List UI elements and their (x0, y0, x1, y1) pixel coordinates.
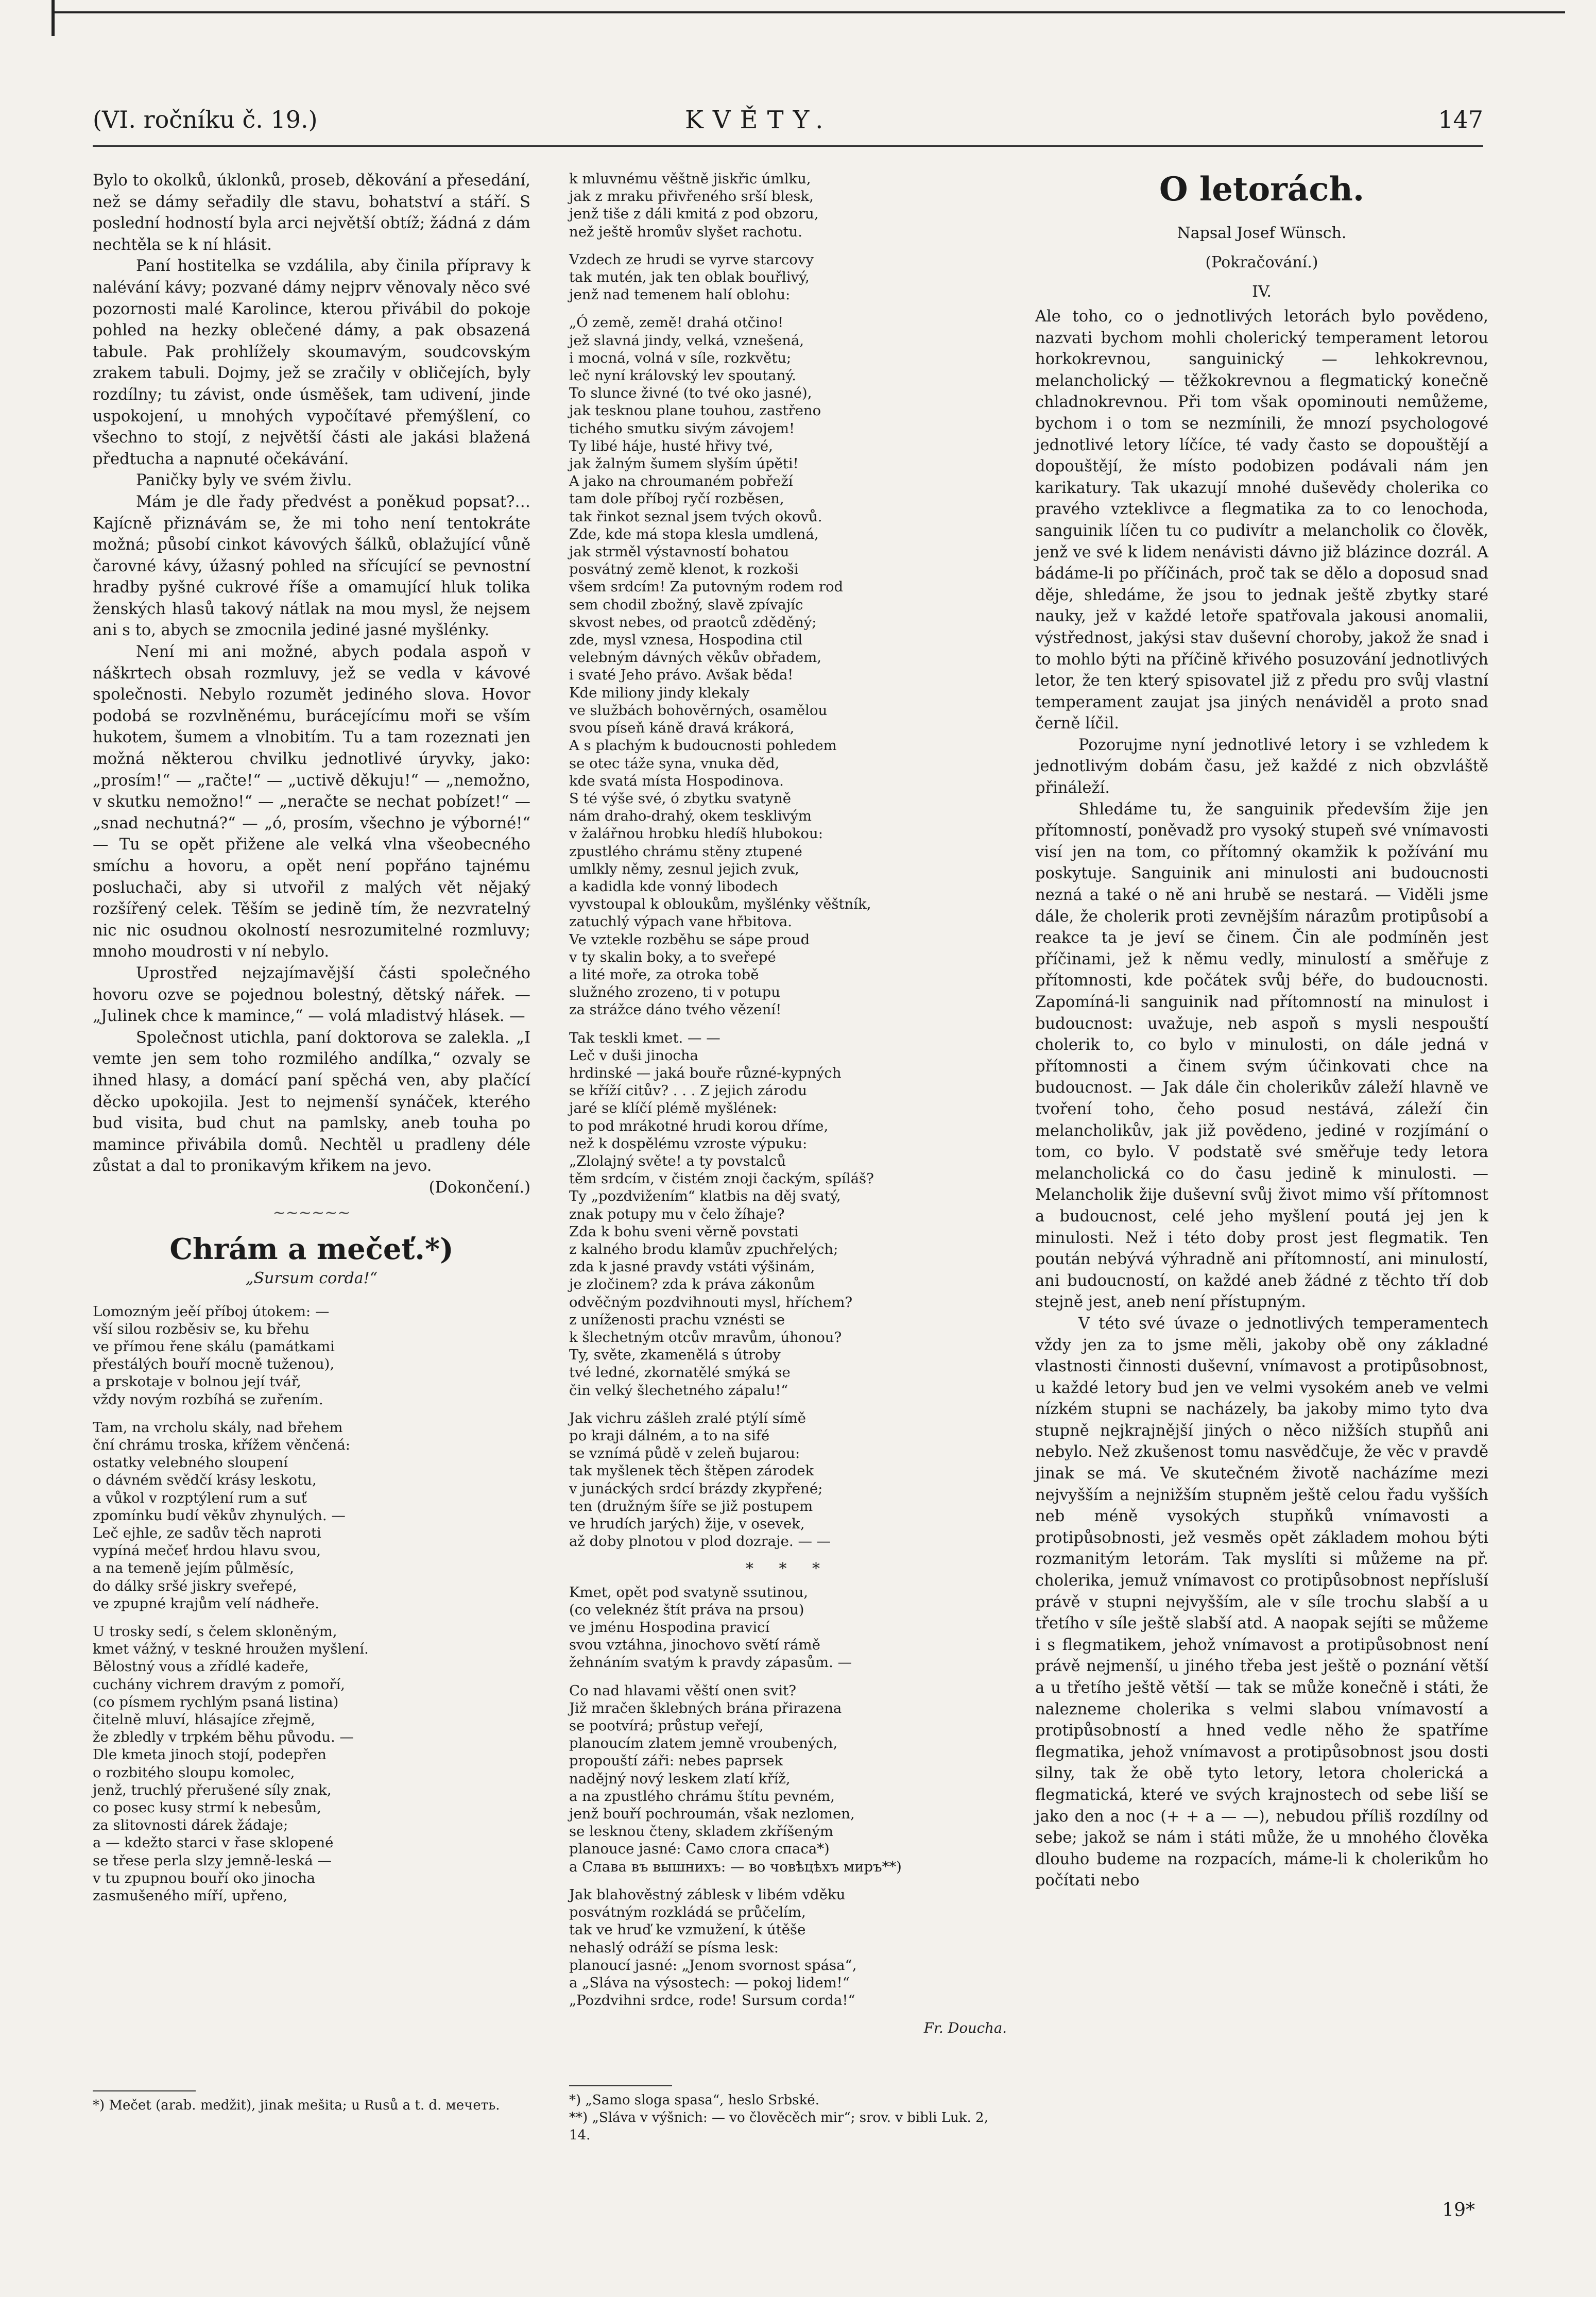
poem-line: ten (družným šíře se již postupem (569, 1498, 813, 1515)
article-title: O letorách. (1159, 170, 1365, 209)
poem-line: za slitovnosti dárek žádaje; (93, 1817, 288, 1834)
poem-line: vyvstoupal k obloukům, myšlénky věštník, (569, 896, 871, 913)
poem-line: a „Sláva na výsostech: — pokoj lidem!“ (569, 1974, 850, 1991)
poem-line: a prskotaje v bolnou její tvář, (93, 1373, 301, 1390)
poem-line: Ve vztekle rozběhu se sápe proud (569, 931, 810, 948)
poem-line: S té výše své, ó zbytku svatyně (569, 790, 791, 807)
poem-line: Leč ejhle, ze sadův těch naproti (93, 1524, 321, 1541)
paragraph: Mám je dle řady předvést a poněkud popsat?… Kajícně přiznávám se, že mi toho není tentokráte možná; působí cinkot kávových šálků, oblažující vůně čarovné kávy, úžasný pohled na sřícující se pevnostní hradby pyšné cukrové říše a omamující hluk tolika ženských hlasů takový nátlak na mou mysl, že nejsem ani s to, abych se zmocnila jediné jasné myšlénky. (93, 492, 530, 640)
footnote: *) „Samo sloga spasa“, heslo Srbské. (569, 2092, 819, 2108)
poem-line: propouští záři: nebes paprsek (569, 1752, 783, 1769)
poem-line: Ty „pozdvižením“ klatbis na děj svatý, (569, 1188, 841, 1205)
poem-line: to pod mrákotné hrudi korou dříme, (569, 1117, 829, 1134)
poem-line: v ty skalin boky, a to sveřepé (569, 948, 776, 965)
poem-line: v žalářnou hrobku hledíš hlubokou: (569, 825, 823, 842)
poem-line: čin velký šlechetného zápalu!“ (569, 1382, 788, 1399)
poem-line: jež slavná jindy, velká, vznešená, (569, 332, 804, 349)
poem-line: ve službách bohověrných, osamělou (569, 702, 828, 719)
poem-line: až doby plnotou v plod dozraje. — — (569, 1533, 831, 1550)
poem-title: Chrám a mečeť.*) (169, 1232, 454, 1266)
footnote: **) „Sláva v výšnich: — vo člověcěch mir“; srov. v bibli Luk. 2, 14. (569, 2110, 988, 2143)
poem-line: v junáckých srdcí brázdy zkypřené; (569, 1480, 823, 1497)
poem-line: tichého smutku sivým závojem! (569, 420, 795, 437)
column-1 (93, 170, 530, 1915)
poem-line: vypíná mečeť hrdou hlavu svou, (93, 1542, 321, 1559)
poem-line: a — kdežto starci v řase sklopené (93, 1834, 334, 1851)
poem-line: Zda k bohu sveni věrně povstati (569, 1223, 799, 1240)
stanza (569, 314, 1007, 1018)
poem-line: svou vztáhna, jinochovo světí rámě (569, 1637, 820, 1654)
article-body (1035, 306, 1488, 1892)
poem-line: než ještě hromův slyšet rachotu. (569, 223, 803, 240)
poem-line: přestálých bouří mocně tuženou), (93, 1356, 335, 1373)
poem-line: jak tesknou plane touhou, zastřeno (569, 402, 821, 419)
poem-line: po kraji dálném, a to na sifé (569, 1427, 770, 1444)
stanza (569, 251, 1007, 304)
stanza (569, 1409, 1007, 1551)
paragraph: Není mi ani možné, abych podala aspoň v náškrtech obsah rozmluvy, jež se vedla v kávové společnosti. Nebylo rozumět jediného slova. Hovor podobá se rozvlněnému, burácejícímu moři se vším hukotem, šumem a vlnobitím. Tu a tam rozeznati jen možná některou chvilku jednotlivé úryvky, jako: „prosím!“ — „račte!“ — „uctivě děkuju!“ — „nemožno, v skutku nemožno!“ — „neračte se nechat pobízet!“ — „snad nechutná?“ — „ó, prosím, všechno je výborné!“ — Tu se opět přižene ale velká vlna všeobecného smíchu a hovoru, a opět není popřáno tajnému posluchači, aby si utvořil z malých vět nějaký rozšířený celek. Těším se jedině tím, že nezvratelný nic nic osudnou okolností nesrozumitelné rozmluvy; mnoho moudrosti v ní nebylo. (93, 643, 530, 961)
poem-line: „Ó země, země! drahá otčino! (569, 314, 784, 331)
paragraph: Paničky byly ve svém živlu. (136, 471, 352, 490)
poem-line: planoucím zlatem jemně vroubených, (569, 1735, 838, 1752)
poem-line: je zločinem? zda k práva zákonům (569, 1276, 815, 1293)
section-divider: ~~~~~~ (272, 1203, 351, 1222)
poem-line: a vůkol v rozptýlení rum a suť (93, 1489, 307, 1506)
poem-line: Tam, na vrcholu skály, nad břehem (93, 1419, 343, 1436)
paragraph: Shledáme tu, že sanguinik především žije jen přítomností, poněvadž pro vysoký stupeň své vnímavosti visí jen na tom, co přítomný okamžik k požívání mu poskytuje. Sanguinik ani minulosti ani budoucnosti nezná a také o ně ani hrubě se nestará. — Viděli jsme dále, že cholerik proti zevnějším nárazům protipůsobí a reakce ta je jeví se činem. Čin ale podmíněn jest příčinami, jež k němu vedly, minulostí a směřuje z přítomnosti, kde počátek svůj béře, do budoucnosti. Zapomíná-li sanguinik nad přítomností na minulost i budoucnost: uvažuje, neb aspoň s mysli nespouští cholerik to, co bylo v minulosti, on dále jedná v přítomnosti a činem svým účinkovati chce na budoucnost. — Jak dále čin cholerikův záleží hlavně ve tvoření toho, čeho posud nestává, záleží čin melancholikův, jak již povědeno, jediné v rozjímání o tom, co bylo. V podstatě své směřuje tedy letora melancholická co do času jedině k minulosti. — Melancholik žije duševní svůj život mimo vší přítomnost a budoucnost, celé jeho myšlení poutá jej jen k minulosti. Než i této doby prost jest flegmatik. Ten poután nebývá výhradně ani přítomností, ani minulostí, ani budoucností, on každé aneb žádné z těchto tří dob stejně jest, aneb není přístupným. (1035, 800, 1488, 1312)
poem-line: planouce jasné: Само слога спаса*) (569, 1841, 830, 1858)
poem-line: ve zpupné krajům velí nádheře. (93, 1595, 319, 1612)
poem-line: se třese perla slzy jemně-leská — (93, 1852, 332, 1869)
poem-line: (co veleknéz štít práva na prsou) (569, 1601, 804, 1618)
poem-line: umlkly němy, zesnul jejich zvuk, (569, 860, 799, 877)
poem-line: se vznímá půdě v zeleň bujarou: (569, 1445, 800, 1462)
poem-line: jenž bouří pochroumán, však nezlomen, (569, 1806, 855, 1823)
poem-line: U trosky sedí, s čelem skloněným, (93, 1623, 337, 1640)
poem-line: a Слава въ вышнихъ: — во човѣцѣхъ миръ**) (569, 1858, 902, 1875)
poem-line: A s plachým k budoucnosti pohledem (569, 737, 837, 754)
poem-line: i mocná, volná v síle, rozkvětu; (569, 349, 792, 366)
poem-line: tvé ledné, zkornatělé smýká se (569, 1364, 791, 1381)
poem-line: v tu zpupnou bouří oko jinocha (93, 1869, 316, 1886)
footnote-area-2 (569, 2076, 1007, 2144)
poem-line: posvátný země klenot, k rozkoši (569, 561, 799, 578)
poem-line: Vzdech ze hrudi se vyrve starcovy (569, 251, 814, 268)
poem-line: Kmet, opět pod svatyně ssutinou, (569, 1584, 809, 1601)
poem-line: nám draho-drahý, okem tesklivým (569, 808, 812, 825)
poem-line: To slunce živné (to tvé oko jasné), (569, 385, 812, 402)
poem-line: Dle kmeta jinoch stojí, podepřen (93, 1746, 327, 1763)
poem-line: zde, mysl vznesa, Hospodina ctil (569, 632, 803, 649)
running-header (93, 106, 1483, 147)
poem-line: o dávném svědčí krásy leskotu, (93, 1472, 317, 1489)
poem-line: leč nyní královský lev spoutaný. (569, 367, 796, 384)
poem-line: zda k jasné pravdy vstáti výšinám, (569, 1258, 815, 1275)
poem-line: co posec kusy strmí k nebesům, (93, 1799, 321, 1816)
poem-line: a kadidla kde vonný libodech (569, 878, 778, 895)
poem-line: „Pozdvihni srdce, rode! Sursum corda!“ (569, 1992, 855, 2009)
poem-line: Bělostný vous a zřídlé kadeře, (93, 1658, 309, 1675)
header-volume: (VI. ročníku č. 19.) (93, 106, 318, 133)
poem-line: Již mračen šklebných brána přirazena (569, 1699, 842, 1716)
poem-line: Leč v duši jinocha (569, 1047, 699, 1064)
poem-line: jak žalným šumem slyším úpěti! (569, 455, 799, 472)
poem-line: ve jménu Hospodina pravicí (569, 1619, 770, 1636)
poem-line: ční chrámu troska, křížem věnčená: (93, 1436, 350, 1453)
poem-line: a na temeně jejím půlměsíc, (93, 1560, 294, 1577)
poem-line: se lesknou čteny, skladem zkříšeným (569, 1823, 833, 1840)
poem-line: jenž nad temenem halí oblohu: (569, 286, 791, 303)
poem-line: nehaslý odráží se písma lesk: (569, 1939, 779, 1956)
poem-line: zasmušeného míří, upřeno, (93, 1887, 288, 1904)
poem-line: Kde miliony jindy klekaly (569, 684, 750, 701)
section-number: IV. (1252, 283, 1272, 301)
poem-line: k mluvnému věštně jiskřic úmlku, (569, 171, 811, 187)
poem-line: ve přímou řene skálu (památkami (93, 1338, 335, 1355)
stanza (569, 1886, 1007, 2009)
poem-line: se otec táže syna, vnuka děd, (569, 755, 780, 772)
page-edge-line (52, 11, 1565, 13)
poem-line: velebným dávných věkův obřadem, (569, 649, 822, 666)
poem-line: „Zlolajný světe! a ty povstalců (569, 1152, 786, 1169)
stanza (569, 170, 1007, 241)
signature-mark: 19* (1442, 2200, 1475, 2221)
stanza (569, 1584, 1007, 1672)
poem-line: jaré se klíčí plémě myšlének: (569, 1100, 777, 1117)
header-page-number: 147 (1438, 106, 1483, 133)
header-journal-title: KVĚTY. (685, 106, 833, 134)
poem-line: ve hrudích jarých) žije, v osevek, (569, 1516, 805, 1533)
poem-line: než k dospělému vzroste výpuku: (569, 1135, 808, 1152)
poem-line: vždy novým rozbíhá se zuřením. (93, 1391, 323, 1408)
poem-line: zpomínku budí věkův zhynulých. — (93, 1507, 346, 1524)
poem-line: znak potupy mu v čelo žíhaje? (569, 1205, 785, 1222)
column-2 (569, 170, 1007, 2037)
story-continuation (93, 170, 530, 1199)
poem-body-continued (569, 170, 1007, 2037)
poem-line: Zde, kde má stopa klesla umdlená, (569, 525, 819, 542)
poem-line: že zbledly v trpkém běhu původu. — (93, 1729, 354, 1746)
poem-line: jenž, truchlý přerušené síly znak, (93, 1781, 332, 1798)
poem-line: Co nad hlavami věští onen svit? (569, 1682, 796, 1699)
poem-line: služného zrozeno, ti v potupu (569, 984, 780, 1001)
poem-line: svou píseň káně dravá krákorá, (569, 720, 795, 737)
poem-line: a na zpustlého chrámu štítu pevném, (569, 1788, 835, 1805)
poem-line: a lité moře, za otroka tobě (569, 966, 759, 983)
poem-line: za strážce dáno tvého vězení! (569, 1001, 782, 1018)
poem-line: tak mutén, jak ten oblak bouřlivý, (569, 269, 810, 286)
page-edge-mark (52, 0, 55, 36)
poem-body (93, 1303, 530, 1905)
paragraph: Ale toho, co o jednotlivých letorách bylo povědeno, nazvati bychom mohli cholerický temperament letorou horkokrevnou, sanguinický — lehkokrevnou, melancholický — těžkokrevnou a flegmatický konečně chladnokrevnou. Při tom však opominouti nemůžeme, bychom i o tom se nezmínili, že mnozí psychologové jednotlivé letory líčíce, té vady často se dopouštějí a dopouštějí, že místo podobizen podávali nám jen karikatury. Tak ukazují mnohé duševědy cholerika co pravého vzteklivce a flegmatika za to co lenochoda, sanguinik líčen tu co pudivítr a melancholik co člověk, jenž ve své k lidem nenávisti dávno již blázince dozrál. A bádáme-li po příčinách, proč tak se dělo a doposud snad děje, shledáme, že jsou to jednak ještě zbytky staré nauky, jež v každé letoře spatřovala jakousi anomalii, výstřednost, jakýsi stav duševní choroby, jakož že snad i to mohlo býti na příčině křivého posuzování jednotlivých letor, že ten který spisovatel již z předu pro svůj vlastní temperament zaujat jsa jiných nenáviděl a proto snad černě líčil. (1035, 308, 1488, 733)
poem-line: čitelně mluví, hlásajíce zřejmě, (93, 1711, 316, 1728)
poem-line: se pootvírá; průstup veřejí, (569, 1717, 764, 1734)
poem-line: ostatky velebného sloupení (93, 1454, 288, 1471)
stanza (93, 1623, 530, 1904)
poem-line: cuchány vichrem dravým z pomoří, (93, 1676, 346, 1693)
poem-line: jak z mraku přivřeného srší blesk, (569, 188, 814, 205)
poem-line: tak ve hruď ke vzmužení, k útěše (569, 1921, 806, 1938)
footnote-rule (569, 2085, 672, 2086)
poem-line: skvost nebes, od praotců zděděný; (569, 614, 817, 631)
article-byline: Napsal Josef Wünsch. (1177, 224, 1347, 242)
poem-line: zatuchlý výpach vane hřbitova. (569, 913, 792, 930)
poem-line: z kalného brodu klamův zpuchřelých; (569, 1240, 838, 1257)
paragraph: Paní hostitelka se vzdálila, aby činila přípravy k nalévání kávy; pozvané dámy nejprv věnovaly něco své pozornosti malé Karolince, kterou přivábil do pokoje pohled na hezky oblečené dámy, a pak obsazená tabule. Pak prohlížely skoumavým, soudcovským zrakem tabuli. Dojmy, jež se zračily v obličejích, byly rozdílny; tu závist, onde úsměšek, tam udivení, jinde uspokojení, u mnohých vypočítavé přemýšlení, co všechno to stojí, z největší části ale jakási blažená předtucha a napnuté očekávání. (93, 257, 530, 468)
poem-line: A jako na chroumaném pobřeží (569, 473, 793, 490)
stanza (93, 1419, 530, 1612)
header-rule (93, 145, 1483, 147)
section-stars: * * * (745, 1560, 831, 1578)
poem-line: Tak teskli kmet. — — (569, 1029, 720, 1046)
poem-line: tam dole příboj ryčí rozběsen, (569, 490, 784, 507)
column-3 (1035, 170, 1488, 1892)
article-continuation-note: (Pokračování.) (1205, 253, 1318, 271)
poem-line: i svaté Jeho právo. Avšak běda! (569, 667, 794, 684)
poem-line: z uníženosti prachu vznésti se (569, 1311, 785, 1328)
footnote-area-1 (93, 2081, 530, 2114)
poem-line: Jak blahověstný záblesk v libém vděku (569, 1886, 846, 1903)
poem-line: k šlechetným otcův mravům, úhonou? (569, 1329, 842, 1346)
poem-line: hrdinské — jaká bouře různé-kypných (569, 1064, 842, 1081)
poem-line: těm srdcím, v čistém znoji čackým, spíláš? (569, 1170, 874, 1187)
poem-line: Ty, světe, zkamenělá s útroby (569, 1347, 781, 1364)
stanza (569, 1682, 1007, 1876)
poem-line: do dálky sršé jiskry sveřepé, (93, 1577, 297, 1594)
poem-line: se kříží citův? . . . Z jejich zárodu (569, 1082, 807, 1099)
poem-line: Ty libé háje, husté hřivy tvé, (569, 437, 773, 454)
paragraph: Společnost utichla, paní doktorova se zalekla. „I vemte jen sem toho rozmilého andílka,“ ozvaly se ihned hlasy, a domácí paní spěchá ven, aby plačící děcko upokojila. Jest to nejmenší synáček, kterého bud visita, bud chut na pamlsky, aneb touha po mamince přivábila domů. Nechtěl u pradleny déle zůstat a dal to pronikavým křikem na jevo. (93, 1028, 530, 1176)
poem-line: kmet vážný, v teskné hroužen myšlení. (93, 1641, 369, 1658)
poem-line: sem chodil zbožný, slavě zpívajíc (569, 596, 803, 613)
poem-line: tak řinkot seznal jsem tvých okovů. (569, 508, 822, 525)
poem-line: jenž tiše z dáli kmitá z pod obzoru, (569, 206, 819, 223)
poem-motto: „Sursum corda!“ (245, 1269, 378, 1287)
footnote-rule (93, 2090, 196, 2091)
paragraph: Uprostřed nejzajímavější části společného hovoru ozve se pojednou bolestný, dětský nářek. — „Julinek chce k mamince,“ — volá mladistvý hlásek. — (93, 964, 530, 1026)
poem-line: Jak vichru zášleh zralé ptýlí símě (569, 1409, 806, 1426)
poem-line: kde svatá místa Hospodinova. (569, 772, 784, 789)
stanza (569, 1029, 1007, 1399)
poem-line: žehnáním svatým k pravdy zápasům. — (569, 1654, 852, 1671)
paragraph: Pozorujme nyní jednotlivé letory i se vzhledem k jednotlivým dobám času, jež každé z nich obzvláště přináleží. (1035, 736, 1488, 797)
poem-line: všem srdcím! Za putovným rodem rod (569, 578, 844, 595)
poem-line: odvěčným pozdvihnouti mysl, hříchem? (569, 1294, 853, 1311)
paragraph: Bylo to okolků, úklonků, proseb, děkování a přesedání, než se dámy seřadily dle stavu, bohatství a stáří. S poslední hodností byla arci největší obtíž; žádná z dám nechtěla se k ní hlásit. (93, 172, 530, 254)
poem-line: o rozbitého sloupu komolec, (93, 1764, 295, 1781)
poem-line: zpustlého chrámu stěny ztupené (569, 843, 802, 860)
poem-line: (co písmem rychlým psaná listina) (93, 1693, 339, 1710)
footnote: *) Mečet (arab. medžit), jinak mešita; u Rusů a t. d. мечеть. (93, 2098, 500, 2113)
poem-line: posvátným rozkládá se průčelím, (569, 1904, 806, 1921)
poem-line: nadějný nový leskem zlatí kříž, (569, 1770, 791, 1787)
continued-note: (Dokončení.) (428, 1178, 530, 1197)
paragraph: V této své úvaze o jednotlivých temperamentech vždy jen za to jsme měli, jakoby obě ony základné vlastnosti činnosti duševní, vnímavost a protipůsobnost, u každé letory bud jen ve velmi vysokém aneb ve velmi nízkém stupni se nacházely, ba jakoby mimo tyto dva stupně nejkrajnější jiných o něco nižších stupňů ani nebylo. Než zkušenost tomu nasvědčuje, že věc v pravdě jinak se má. Ve skutečném životě nacházíme mezi nejvyšším a nejnižším stupněm ještě celou řadu vyšších neb méně vysokých stupňků vnímavosti a protipůsobnosti, jež vesměs opět základem mohou býti rozmanitým letorám. Tak myslíti si můžeme na př. cholerika, jemuž vnímavost co protipůsobnost nepřísluší právě v stupni nejvyšším, ale v síle trochu slabší a u třetího v síle ještě slabší atd. A naopak sejíti se můžeme i s flegmatikem, jehož vnímavost a protipůsobnost není právě nejmenší, u jiného třeba jest ještě o poznání větší a u třetího ještě větší — tak se může konečně i státi, že nalezneme cholerika s velmi slabou vnímavostí a protipůsobností a hned vedle něho že spatříme flegmatika, jehož vnímavost a protipůsobnost jsou dosti silny, tak že obě tyto letory, letora cholerická a flegmatická, které ve svých krajnostech od sebe liší se jako den a noc (+ + a — —), nebudou příliš rozdílny od sebe; jakož se nám i státi může, že u mnohého člověka dlouho budeme na rozpacích, máme-li k cholerikům ho počítati nebo (1035, 1314, 1488, 1890)
poem-line: tak myšlenek těch štěpen zárodek (569, 1462, 814, 1479)
stanza (93, 1303, 530, 1408)
poem-line: jak strměl výstavností bohatou (569, 543, 790, 560)
poem-author: Fr. Doucha. (923, 2020, 1007, 2037)
poem-line: planoucí jasné: „Jenom svornost spása“, (569, 1956, 857, 1973)
poem-line: Lomozným jeěí příboj útokem: — (93, 1303, 330, 1320)
poem-line: vší silou rozběsiv se, ku břehu (93, 1320, 310, 1337)
